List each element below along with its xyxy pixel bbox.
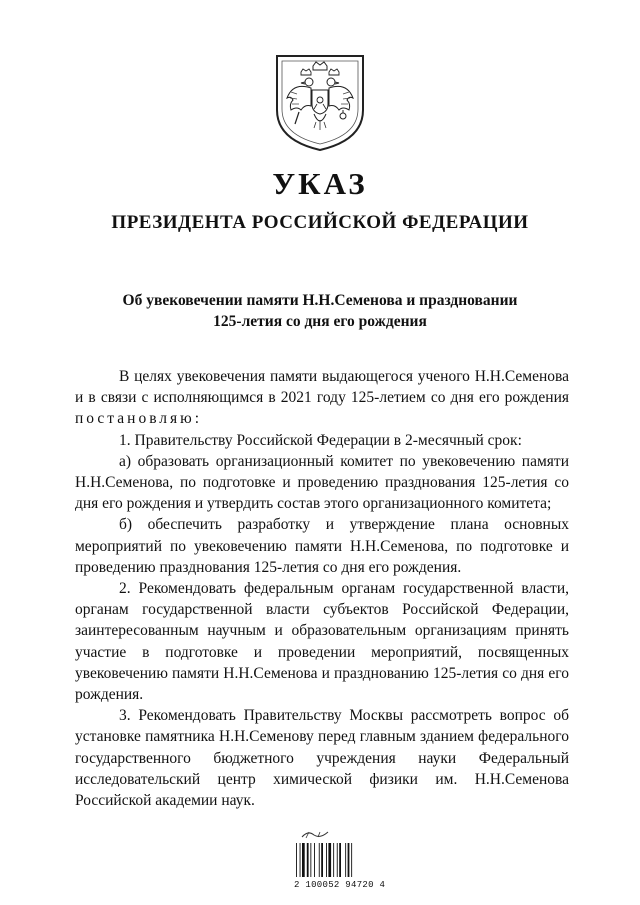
- item-1: 1. Правительству Российской Федерации в 2-месячный срок:: [119, 431, 522, 449]
- document-heading: [0, 290, 640, 332]
- registration-mark-icon: [300, 828, 330, 840]
- document-subtitle: ПРЕЗИДЕНТА РОССИЙСКОЙ ФЕДЕРАЦИИ: [111, 212, 529, 233]
- document-title: УКАЗ: [272, 166, 368, 201]
- item-2: 2. Рекомендовать федеральным органам государственной власти, органам государственной власти субъектов Российской Федерации, заинтересованным научным и образовательным организациям принять участие в подготовке и проведении мероприятий, посвященных увековечению памяти Н.Н.Семенова и празднованию 125-летия со дня его рождения.: [75, 580, 569, 704]
- decree-word: постановляю:: [75, 410, 203, 428]
- preamble-paragraph: [75, 366, 569, 430]
- document-body: [75, 366, 569, 811]
- item-3: 3. Рекомендовать Правительству Москвы рассмотреть вопрос об установке памятника Н.Н.Семенову перед главным зданием федерального государственного бюджетного учреждения науки Федеральный исследовательский центр химической физики им. Н.Н.Семенова Российской академии наук.: [75, 707, 569, 810]
- coat-of-arms-icon: [271, 52, 369, 152]
- heading-line-2: 125-летия со дня его рождения: [213, 313, 427, 330]
- barcode-icon: [295, 843, 375, 877]
- barcode-number: 2 100052 94720 4: [294, 880, 386, 890]
- preamble-text: В целях увековечения памяти выдающегося ученого Н.Н.Семенова и в связи с исполняющимся в 2021 году 125-летием со дня его рождения: [75, 368, 569, 407]
- item-1a: а) образовать организационный комитет по увековечению памяти Н.Н.Семенова, по подготовке и проведению празднования 125-летия со дня его рождения и утвердить состав этого организационного комитета;: [75, 452, 569, 513]
- item-1b: б) обеспечить разработку и утверждение плана основных мероприятий по увековечению памяти Н.Н.Семенова, по подготовке и проведению празднования 125-летия со дня его рождения.: [75, 516, 569, 576]
- heading-line-1: Об увековечении памяти Н.Н.Семенова и праздновании: [122, 292, 518, 309]
